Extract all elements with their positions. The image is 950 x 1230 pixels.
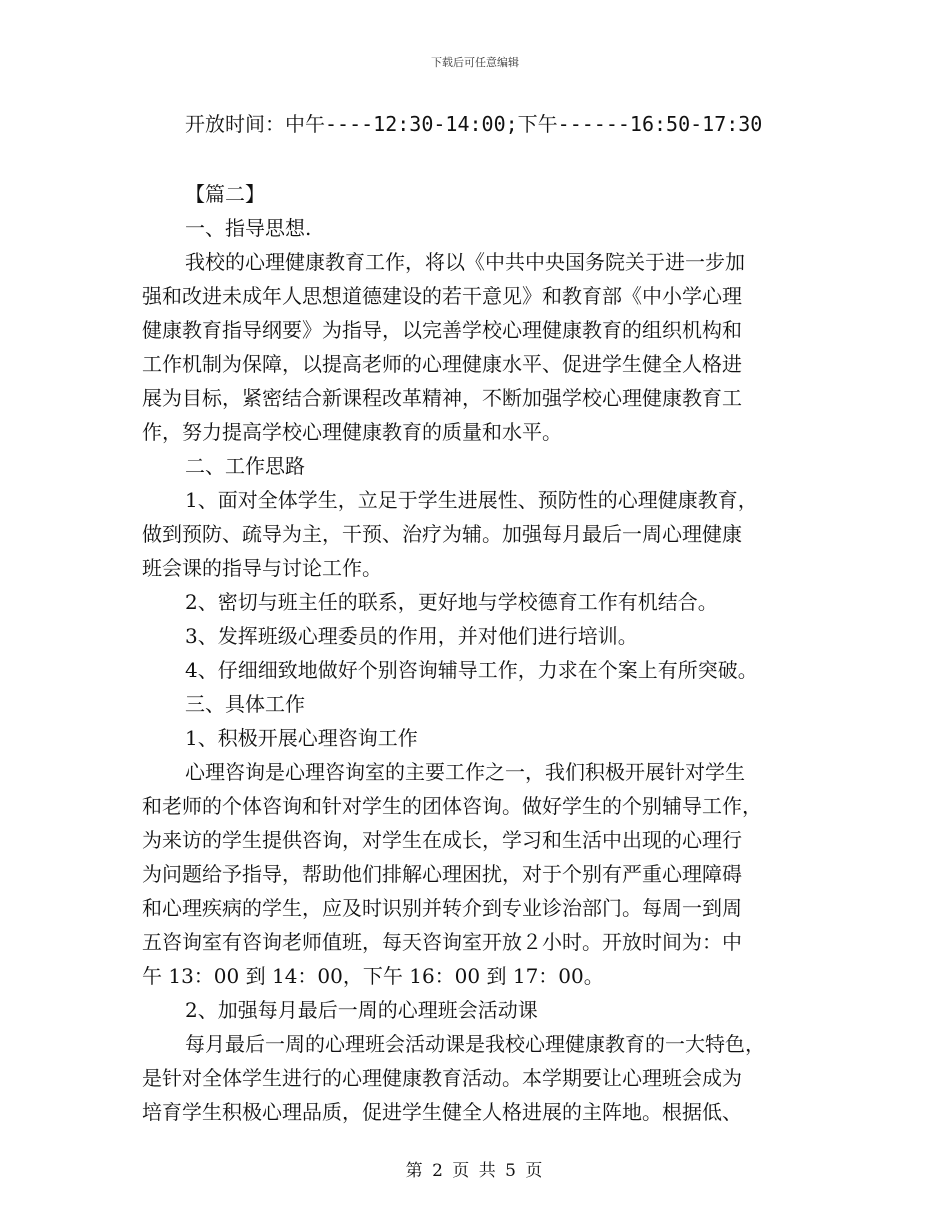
paragraph-line: 为问题给予指导，帮助他们排解心理困扰，对于个别有严重心理障碍 [142, 862, 742, 886]
section-heading: 【篇二】 [185, 182, 265, 206]
subheading: 一、指导思想. [185, 216, 312, 240]
paragraph-line: 为来访的学生提供咨询，对学生在成长，学习和生活中出现的心理行 [142, 828, 742, 852]
paragraph-line: 心理咨询是心理咨询室的主要工作之一，我们积极开展针对学生 [185, 760, 745, 784]
list-item: 1、面对全体学生，立足于学生进展性、预防性的心理健康教育， [185, 488, 758, 512]
paragraph-line: 培育学生积极心理品质，促进学生健全人格进展的主阵地。根据低、 [142, 1100, 742, 1124]
list-item: 3、发挥班级心理委员的作用，并对他们进行培训。 [185, 624, 638, 648]
paragraph-line: 强和改进未成年人思想道德建设的若干意见》和教育部《中小学心理 [142, 284, 742, 308]
paragraph-line: 工作机制为保障，以提高老师的心理健康水平、促进学生健全人格进 [142, 352, 742, 376]
paragraph-line: 五咨询室有咨询老师值班，每天咨询室开放２小时。开放时间为：中 [142, 930, 742, 954]
paragraph-line: 展为目标，紧密结合新课程改革精神，不断加强学校心理健康教育工 [142, 386, 742, 410]
list-item: 2、密切与班主任的联系，更好地与学校德育工作有机结合。 [185, 590, 718, 614]
list-item: 2、加强每月最后一周的心理班会活动课 [185, 998, 538, 1022]
paragraph-line: 健康教育指导纲要》为指导，以完善学校心理健康教育的组织机构和 [142, 318, 742, 342]
document-body [142, 107, 814, 1129]
list-item: 1、积极开展心理咨询工作 [185, 726, 418, 750]
subheading: 三、具体工作 [185, 692, 305, 716]
spacer [142, 141, 814, 177]
paragraph-line: 午 13：00 到 14：00，下午 16：00 到 17：00。 [142, 964, 604, 988]
paragraph-line: 做到预防、疏导为主，干预、治疗为辅。加强每月最后一周心理健康 [142, 522, 742, 546]
paragraph-line: 作，努力提高学校心理健康教育的质量和水平。 [142, 420, 562, 444]
paragraph-line: 班会课的指导与讨论工作。 [142, 556, 382, 580]
paragraph-line: 我校的心理健康教育工作，将以《中共中央国务院关于进一步加 [185, 250, 745, 274]
paragraph-line: 是针对全体学生进行的心理健康教育活动。本学期要让心理班会成为 [142, 1066, 742, 1090]
page-number: 第 2 页 共 5 页 [405, 1161, 545, 1181]
page-header: 下载后可任意编辑 [431, 56, 519, 69]
paragraph-line: 和心理疾病的学生，应及时识别并转介到专业诊治部门。每周一到周 [142, 896, 742, 920]
opening-hours-line: 开放时间：中午----12:30-14:00;下午------16:50-17:30 [185, 112, 763, 136]
subheading: 二、工作思路 [185, 454, 305, 478]
paragraph-line: 和老师的个体咨询和针对学生的团体咨询。做好学生的个别辅导工作， [142, 794, 762, 818]
paragraph-line: 每月最后一周的心理班会活动课是我校心理健康教育的一大特色， [185, 1032, 765, 1056]
list-item: 4、仔细细致地做好个别咨询辅导工作，力求在个案上有所突破。 [185, 658, 758, 682]
